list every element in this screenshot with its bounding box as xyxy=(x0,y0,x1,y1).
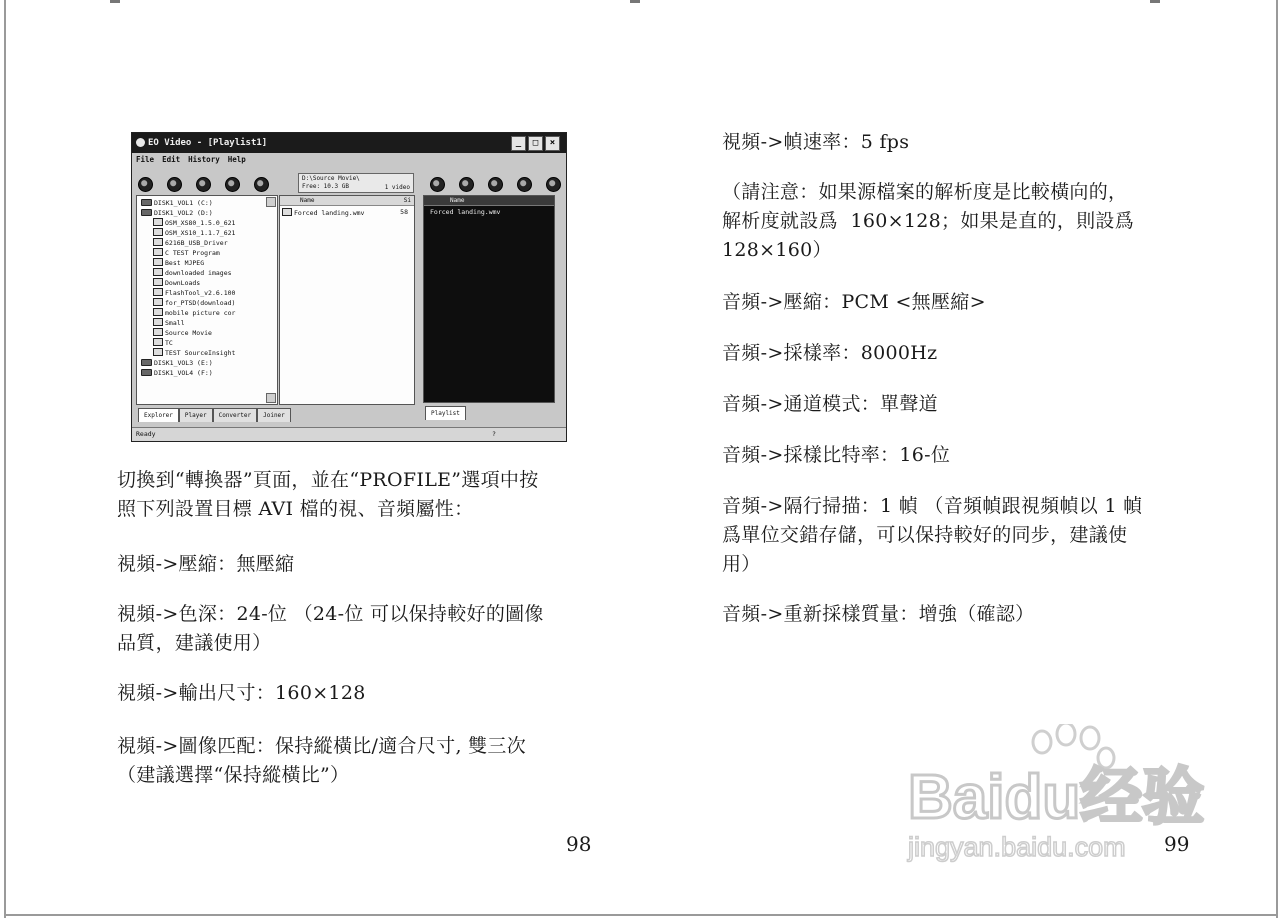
menu-bar xyxy=(132,154,567,166)
paw-toe xyxy=(1081,727,1099,749)
tree-item: OSM_XS10_1.1.7_621 xyxy=(153,228,235,238)
folder-icon xyxy=(153,268,163,276)
file-list-header xyxy=(280,196,414,206)
toolbar-icon xyxy=(459,177,474,192)
setting-video-compression: 視頻->壓縮：無壓縮 xyxy=(117,553,295,575)
tab-converter: Converter xyxy=(213,408,258,422)
status-text: Ready xyxy=(136,430,156,438)
folder-icon xyxy=(153,238,163,246)
column-size: Si xyxy=(403,197,411,204)
page-number: 98 xyxy=(566,832,592,856)
tree-item: downloaded images xyxy=(153,268,232,278)
status-bar xyxy=(132,427,566,441)
tree-item: Source Movie xyxy=(153,328,212,338)
disk-icon xyxy=(141,359,152,366)
page-number: 99 xyxy=(1164,832,1190,856)
close-icon: × xyxy=(545,136,560,151)
folder-icon xyxy=(153,278,163,286)
setting-audio-channel-mode: 音頻->通道模式：單聲道 xyxy=(722,393,938,415)
tree-item: Best MJPEG xyxy=(153,258,204,268)
toolbar-icon xyxy=(517,177,532,192)
folder-path: D:\Source Movie\ xyxy=(302,175,360,182)
folder-icon xyxy=(153,328,163,336)
app-screenshot xyxy=(131,132,567,442)
tree-item: DISK1_VOL2 (D:) xyxy=(141,208,213,218)
folder-icon xyxy=(153,308,163,316)
tab-player: Player xyxy=(179,408,213,422)
tree-item: mobile picture cor xyxy=(153,308,235,318)
playlist xyxy=(423,195,555,403)
toolbar-icon xyxy=(138,177,153,192)
baidu-jingyan-watermark xyxy=(900,724,1230,874)
folder-icon xyxy=(153,298,163,306)
tab-playlist: Playlist xyxy=(425,406,466,420)
setting-audio-resample-quality: 音頻->重新採樣質量：增強（確認） xyxy=(722,603,1035,625)
menu-help: Help xyxy=(227,155,246,164)
toolbar-icon xyxy=(430,177,445,192)
setting-video-output-size: 視頻->輸出尺寸：160×128 xyxy=(117,682,366,704)
tree-item: OSM_XS80_1.5.0_621 xyxy=(153,218,235,228)
disk-icon xyxy=(141,199,152,206)
tab-bar xyxy=(138,408,291,422)
tree-item: for_PTSD(download) xyxy=(153,298,235,308)
menu-edit: Edit xyxy=(162,155,181,164)
tree-item: DISK1_VOL4 (F:) xyxy=(141,368,213,378)
setting-video-color-depth: 視頻->色深：24-位 （24-位 可以保持較好的圖像 品質，建議使用） xyxy=(117,603,544,654)
folder-icon xyxy=(153,228,163,236)
watermark-url: jingyan.baidu.com xyxy=(908,832,1126,862)
setting-video-image-fit: 視頻->圖像匹配：保持縱橫比/適合尺寸, 雙三次 （建議選擇“保持縱橫比”） xyxy=(117,735,527,786)
scroll-down-icon xyxy=(266,393,276,403)
toolbar-icon xyxy=(546,177,561,192)
toolbar-icon xyxy=(254,177,269,192)
intro-paragraph: 切換到“轉換器”頁面，並在“PROFILE”選項中按 照下列設置目標 AVI 檔的視、音頻屬性： xyxy=(117,469,539,520)
tree-item: DISK1_VOL3 (E:) xyxy=(141,358,213,368)
menu-file: File xyxy=(136,155,155,164)
window-titlebar xyxy=(132,133,566,153)
tree-item: TC xyxy=(153,338,173,348)
tree-item: DISK1_VOL1 (C:) xyxy=(141,198,213,208)
video-count: 1 video xyxy=(384,184,410,191)
disk-icon xyxy=(141,209,152,216)
tree-item: C TEST Program xyxy=(153,248,220,258)
tab-joiner: Joiner xyxy=(257,408,291,422)
menu-history: History xyxy=(188,155,220,164)
playlist-header: Name xyxy=(424,196,554,206)
folder-icon xyxy=(153,338,163,346)
toolbar-icon xyxy=(167,177,182,192)
folder-icon xyxy=(153,348,163,356)
playlist-row: Forced landing.wmv xyxy=(430,208,501,216)
folder-icon xyxy=(153,318,163,326)
video-file-icon xyxy=(282,208,292,216)
paw-toe xyxy=(1057,724,1075,745)
setting-audio-compression: 音頻->壓縮：PCM <無壓縮> xyxy=(722,291,986,313)
file-list xyxy=(279,195,415,405)
tree-item: TEST SourceInsight xyxy=(153,348,235,358)
paw-toe xyxy=(1033,731,1051,753)
column-name: Name xyxy=(300,197,315,204)
tree-item: 6216B_USB_Driver xyxy=(153,238,228,248)
toolbar-icon xyxy=(196,177,211,192)
maximize-icon: □ xyxy=(528,136,543,151)
scroll-up-icon xyxy=(266,197,276,207)
tree-item: FlashTool_v2.6.100 xyxy=(153,288,235,298)
folder-icon xyxy=(153,248,163,256)
help-icon: ? xyxy=(492,430,496,438)
setting-video-frame-rate: 視頻->幀速率：5 fps xyxy=(722,131,910,153)
watermark-logo-text: Baidu经验 xyxy=(908,763,1205,832)
tree-item: Small xyxy=(153,318,185,328)
window-title: EO Video - [Playlist1] xyxy=(148,138,268,148)
setting-audio-bit-depth: 音頻->採樣比特率：16-位 xyxy=(722,444,951,466)
tree-item: DownLoads xyxy=(153,278,200,288)
folder-icon xyxy=(153,218,163,226)
disk-icon xyxy=(141,369,152,376)
toolbar-icon xyxy=(225,177,240,192)
resolution-note: （請注意：如果源檔案的解析度是比較橫向的， 解析度就設爲 160×128；如果是直的，則設爲 128×160） xyxy=(722,181,1135,261)
app-icon xyxy=(136,138,145,147)
tab-explorer: Explorer xyxy=(138,408,179,422)
setting-audio-interleave: 音頻->隔行掃描：1 幀 （音頻幀跟視頻幀以 1 幀 爲單位交錯存儲，可以保持較好的同步，建議使 用） xyxy=(722,495,1143,575)
file-row: Forced landing.wmv 58 xyxy=(282,208,410,218)
folder-tree xyxy=(136,195,278,405)
free-space: Free: 10.3 GB xyxy=(302,183,349,190)
folder-icon xyxy=(153,288,163,296)
minimize-icon: _ xyxy=(511,136,526,151)
setting-audio-sample-rate: 音頻->採樣率：8000Hz xyxy=(722,342,938,364)
folder-icon xyxy=(153,258,163,266)
toolbar-icon xyxy=(488,177,503,192)
folder-info-box xyxy=(298,173,414,193)
